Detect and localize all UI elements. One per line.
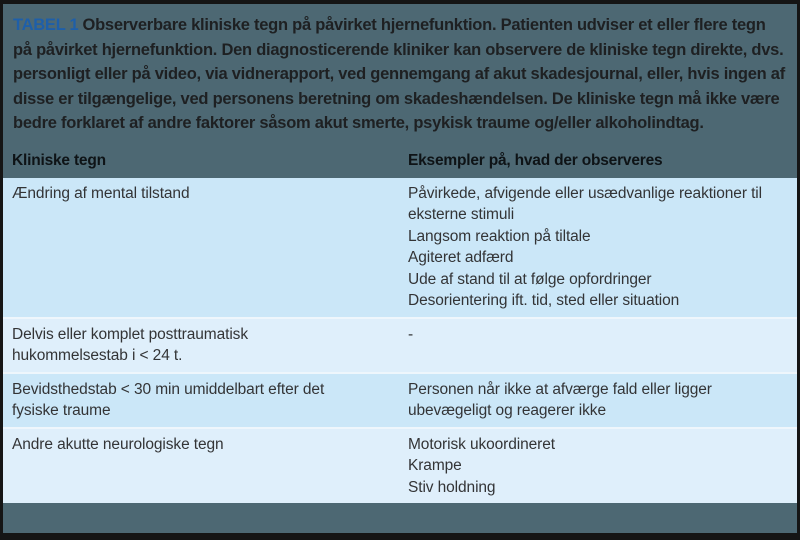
examples-cell (408, 434, 797, 499)
sign-cell: Andre akutte neurologiske tegn (12, 435, 224, 453)
table-row (3, 317, 797, 372)
table-row (3, 427, 797, 504)
examples-cell (408, 324, 797, 367)
table-header-block (3, 4, 797, 178)
example-item: Ude af stand til at følge opfordringer (408, 270, 652, 288)
table-number-label: TABEL 1 (13, 16, 79, 34)
example-item: - (408, 325, 414, 343)
example-item: Stiv holdning (408, 478, 496, 496)
table-row (3, 178, 797, 317)
example-item: Krampe (408, 457, 462, 474)
table-body (3, 178, 797, 504)
column-header-kliniske-tegn: Kliniske tegn (12, 151, 106, 169)
example-item: Desorientering ift. tid, sted eller situation (408, 292, 680, 309)
example-item: Langsom reaktion på tiltale (408, 227, 591, 245)
table-footer-bar (3, 503, 797, 533)
table-caption (13, 13, 787, 136)
example-item: Agiteret adfærd (408, 249, 514, 266)
example-item: Påvirkede, afvigende eller usædvanlige reaktioner til eksterne stimuli (408, 184, 762, 223)
sign-cell: Delvis eller komplet posttraumatisk hukommelsestab i < 24 t. (12, 325, 248, 364)
table-row (3, 372, 797, 427)
examples-cell (408, 183, 797, 312)
sign-cell: Bevidsthedstab < 30 min umiddelbart efter det fysiske traume (12, 380, 325, 419)
column-header-eksempler: Eksempler på, hvad der observeres (408, 151, 663, 169)
example-item: Motorisk ukoordineret (408, 435, 555, 453)
table-caption-text: Observerbare kliniske tegn på påvirket hjernefunktion. Patienten udviser et eller flere tegn på påvirket hjernefunktion. Den diagnosticerende kliniker kan observere de kliniske tegn direkte, dvs. personligt eller på video, via vidnerapport, ved gennemgang af akut skadesjournal, eller, hvis ingen af disse er tilgængelige, ved personens beretning om skadeshændelsen. De kliniske tegn må ikke være bedre forklaret af andre faktorer såsom akut smerte, psykisk traume og/eller alkoholindtag. (13, 16, 785, 132)
column-header-row (3, 151, 797, 173)
sign-cell: Ændring af mental tilstand (12, 184, 190, 202)
examples-cell (408, 379, 797, 422)
example-item: Personen når ikke at afværge fald eller ligger ubevægeligt og reagerer ikke (408, 380, 712, 419)
